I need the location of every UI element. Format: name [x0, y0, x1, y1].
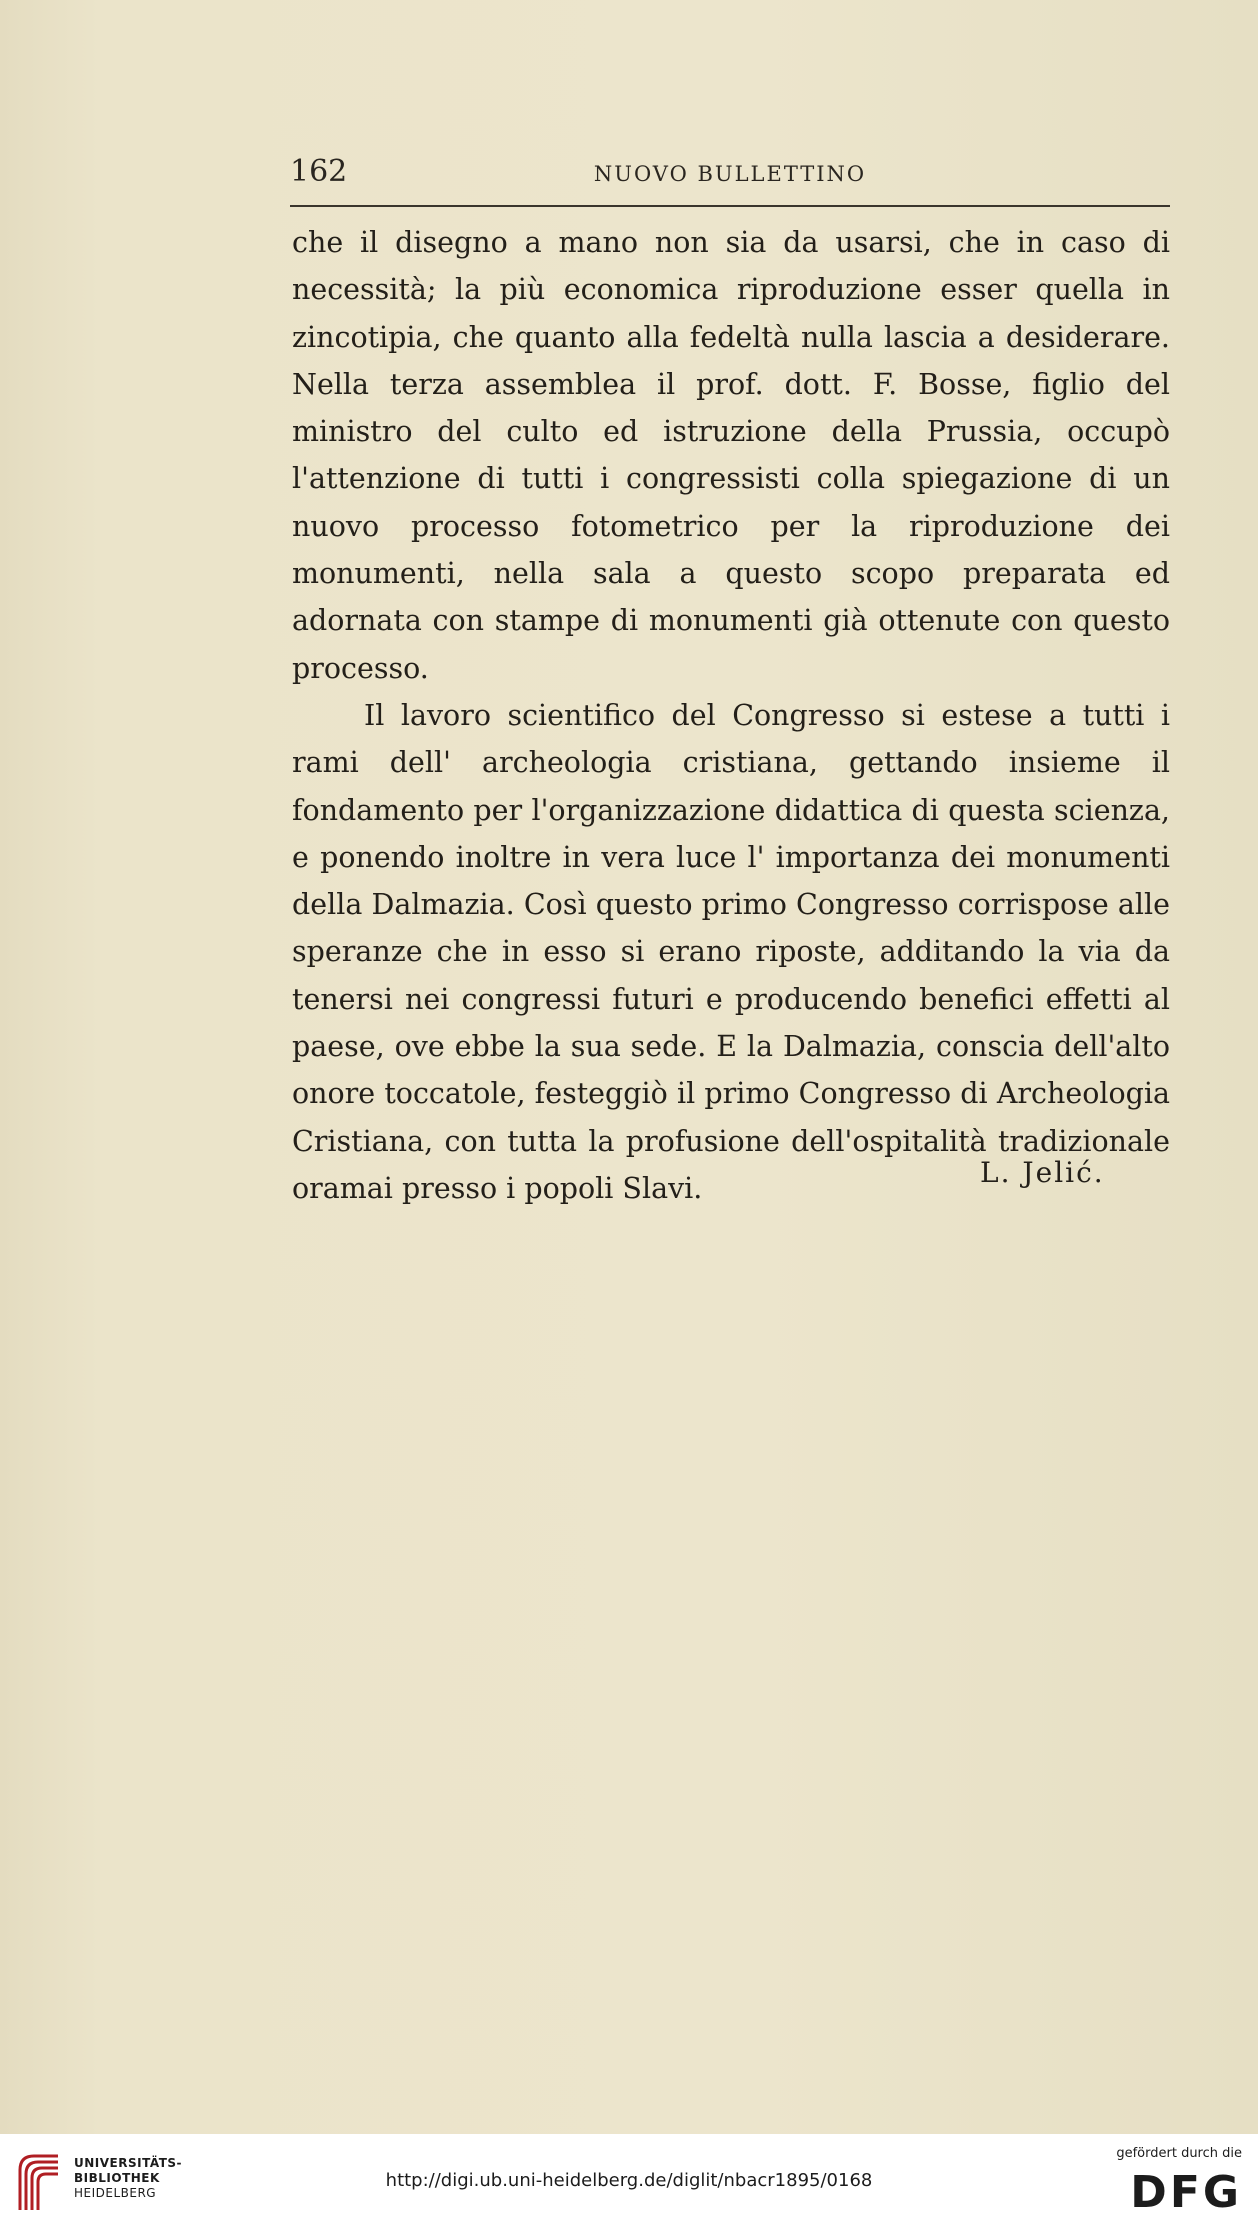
funder-caption: gefördert durch die	[1116, 2146, 1242, 2161]
body-text	[292, 219, 1170, 1212]
permalink-url[interactable]: http://digi.ub.uni-heidelberg.de/diglit/nbacr1895/0168	[385, 2170, 873, 2191]
footer-bar	[0, 2134, 1258, 2226]
author-signature: L. Jelić.	[980, 1156, 1105, 1189]
running-head: NUOVO BULLETTINO	[593, 162, 867, 186]
paragraph-2: Il lavoro scientifico del Congresso si estese a tutti i rami dell' archeologia cristiana, gettando insieme il fondamento per l'organizzazione didattica di questa scienza, e ponendo inoltre in vera luce l' importanza dei monumenti della Dalmazia. Così questo primo Congresso corrispose alle speranze che in esso si erano riposte, additando la via da tenersi nei congressi futuri e producendo benefici effetti al paese, ove ebbe la sua sede. E la Dalmazia, conscia dell'alto onore toccatole, festeggiò il primo Congresso di Archeologia Cristiana, con tutta la profusione dell'ospitalità tradizionale oramai presso i popoli Slavi.	[292, 698, 1170, 1205]
header-rule	[290, 205, 1170, 207]
library-name-line-1: UNIVERSITÄTS-	[74, 2156, 183, 2170]
page-header	[290, 150, 1170, 190]
paragraph-1: che il disegno a mano non sia da usarsi, che in caso di necessità; la più economica riproduzione esser quella in zincotipia, che quanto alla fedeltà nulla lascia a desiderare. Nella terza assemblea il prof. dott. F. Bosse, figlio del ministro del culto ed istruzione della Prussia, occupò l'attenzione di tutti i congressisti colla spiegazione di un nuovo processo fotometrico per la riproduzione dei monumenti, nella sala a questo scopo preparata ed adornata con stampe di monumenti già ottenute con questo processo.	[292, 226, 1170, 685]
library-name-line-3: HEIDELBERG	[74, 2186, 157, 2200]
dfg-logo: DFG	[1130, 2167, 1242, 2218]
page-number: 162	[290, 154, 348, 189]
library-name-line-2: BIBLIOTHEK	[74, 2171, 160, 2185]
